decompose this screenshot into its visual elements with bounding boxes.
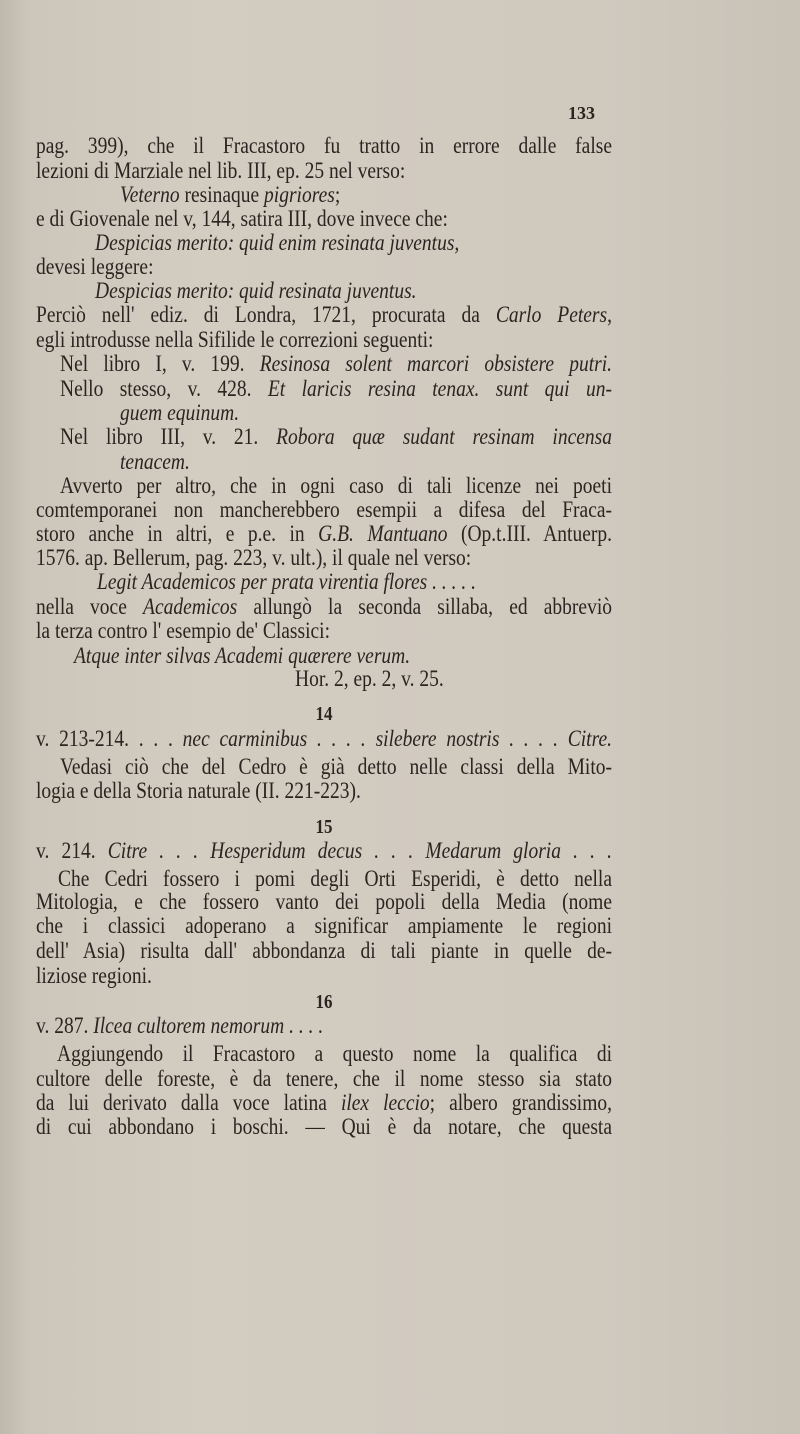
text: cultore delle foreste, è da tenere, che il nome stesso sia stato — [36, 1067, 612, 1092]
text-line — [36, 838, 612, 866]
italic-text: guem equinum. — [120, 401, 240, 426]
text: la terza contro l' esempio de' Classici: — [36, 619, 331, 644]
text: , — [607, 303, 612, 328]
text: di cui abbondano i boschi. — Qui è da notare, che questa — [36, 1115, 612, 1140]
italic-text: Legit Academicos per prata virentia flores . . . . . — [97, 570, 476, 595]
text: dell' Asia) risulta dall' abbondanza di tali piante in quelle de- — [36, 939, 612, 964]
text-line — [36, 1013, 612, 1041]
text-line — [36, 778, 612, 806]
text: ; albero grandissimo, — [429, 1091, 612, 1116]
italic-text: Despicias merito: quid enim resinata juventus, — [95, 231, 460, 256]
text: resinaque — [179, 183, 265, 208]
text: Vedasi ciò che del Cedro è già detto nelle classi della Mito- — [60, 755, 612, 780]
italic-text: nec carminibus . . . . silebere nostris . . . . Citre. — [182, 727, 612, 752]
text-line — [36, 726, 612, 754]
text: Che Cedri fossero i pomi degli Orti Esperidi, è detto nella — [58, 867, 612, 892]
italic-text: Et laricis resina tenax. sunt qui un- — [267, 377, 612, 402]
section-heading — [36, 700, 612, 728]
text: Aggiungendo il Fracastoro a questo nome la qualifica di — [57, 1042, 612, 1067]
text: Nel libro I, v. 199. — [60, 352, 260, 377]
text: Mitologia, e che fossero vanto dei popoli della Media (nome — [36, 890, 612, 915]
text: comtemporanei non mancherebbero esempii a difesa del Fraca- — [36, 498, 612, 523]
italic-text: Despicias merito: quid resinata juventus. — [95, 279, 417, 304]
text: 16 — [315, 990, 333, 1013]
text: Perciò nell' ediz. di Londra, 1721, procurata da — [36, 303, 496, 328]
italic-text: Ilcea cultorem nemorum . . . . — [93, 1014, 324, 1039]
text: pag. 399), che il Fracastoro fu tratto in errore dalle false — [36, 134, 612, 159]
text: v. 287. — [36, 1014, 94, 1039]
text: nella voce — [36, 595, 144, 620]
italic-text: pigriores — [264, 183, 335, 208]
italic-text: ilex leccio — [340, 1091, 430, 1116]
text: 1576. ap. Bellerum, pag. 223, v. ult.), il quale nel verso: — [36, 546, 472, 571]
text: v. 213-214. . . . — [36, 727, 183, 752]
text: e di Giovenale nel v, 144, satira III, dove invece che: — [36, 207, 448, 232]
text: storo anche in altri, e p.e. in — [36, 522, 319, 547]
text: Avverto per altro, che in ogni caso di tali licenze nei poeti — [60, 474, 612, 499]
text-line — [36, 1114, 612, 1142]
text: da lui derivato dalla voce latina — [36, 1091, 341, 1116]
text: Nel libro III, v. 21. — [60, 425, 277, 450]
italic-text: G.B. Mantuano — [318, 522, 448, 547]
text: 14 — [315, 702, 333, 725]
text: egli introdusse nella Sifilide le correzioni seguenti: — [36, 328, 434, 353]
text: che i classici adoperano a significar ampiamente le regioni — [36, 914, 612, 939]
italic-text: Citre . . . Hesperidum decus . . . Medarum gloria . . . — [107, 839, 613, 864]
text: lezioni di Marziale nel lib. III, ep. 25 nel verso: — [36, 159, 406, 184]
italic-text: Atque inter silvas Academi quærere verum. — [74, 644, 411, 669]
page-number: 133 — [568, 103, 595, 123]
italic-text: Veterno — [120, 183, 180, 208]
text: 15 — [315, 815, 333, 838]
text: liziose regioni. — [36, 964, 152, 989]
text: (Op.t.III. Antuerp. — [447, 522, 612, 547]
text: ; — [334, 183, 341, 208]
text: devesi leggere: — [36, 255, 154, 280]
italic-text: tenacem. — [120, 450, 190, 475]
text: Nello stesso, v. 428. — [60, 377, 268, 402]
text: v. 214. — [36, 839, 108, 864]
text-line — [295, 666, 612, 694]
italic-text: Robora quæ sudant resinam incensa — [276, 425, 612, 450]
text: Hor. 2, ep. 2, v. 25. — [295, 667, 444, 692]
italic-text: Resinosa solent marcori obsistere putri. — [259, 352, 612, 377]
italic-text: Academicos — [143, 595, 238, 620]
text: allungò la seconda sillaba, ed abbreviò — [237, 595, 612, 620]
italic-text: Carlo Peters — [495, 303, 608, 328]
text: logia e della Storia naturale (II. 221-223). — [36, 779, 361, 804]
